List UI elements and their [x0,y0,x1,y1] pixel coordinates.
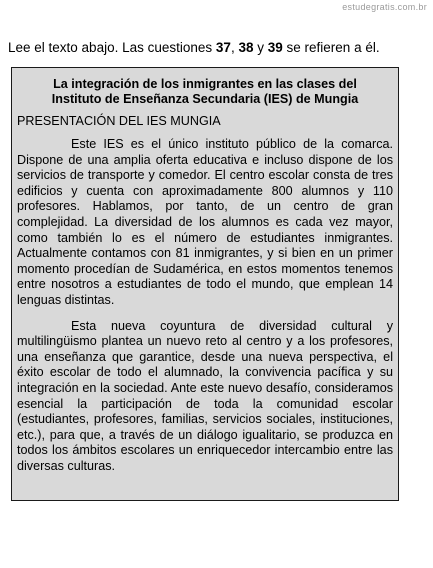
section-heading: PRESENTACIÓN DEL IES MUNGIA [17,114,221,128]
instruction-prefix: Lee el texto abajo. Las cuestiones [8,40,216,55]
question-instruction [8,40,380,56]
question-number-37: 37 [215,40,231,55]
article-title-line-2: Instituto de Enseñanza Secundaria (IES) de Mungia [51,92,359,106]
article-title [17,77,393,107]
article-paragraph-2: Esta nueva coyuntura de diversidad cultural y multilingüismo plantea un nuevo reto al centro y a los profesores, una enseñanza que garantice, desde una nueva perspectiva, el éxito escolar de todo el alumnado, la convivencia pacífica y su integración en la sociedad. Ante este nuevo desafío, consideramos esencial la participación de toda la comunidad escolar (estudiantes, profesores, familias, servicios sociales, instituciones, etc.), para que, a través de un diálogo igualitario, se produzca en todos los ámbitos escolares un enriquecedor intercambio entre las diversas culturas. [17,318,393,473]
article-paragraph-1: Este IES es el único instituto público de la comarca. Dispone de una amplia oferta educativa e incluso dispone de los servicios de transporte y comedor. El centro escolar consta de tres edificios y cuenta con aproximadamente 800 alumnos y 110 profesores. Hablamos, por tanto, de un centro de gran complejidad. La diversidad de los alumnos es cada vez mayor, como también lo es el número de estudiantes inmigrantes. Actualmente contamos con 81 inmigrantes, y si bien en un primer momento procedían de Sudamérica, en estos momentos tenemos entre nosotros a estudiantes de todo el mundo, que emplean 14 lenguas distintas. [17,137,393,307]
question-number-39: 39 [267,40,283,55]
article-title-line-1: La integración de los inmigrantes en las clases del [53,77,357,91]
instruction-suffix: se refieren a él. [282,40,380,55]
reading-text-box [11,67,399,501]
instruction-separator: , [230,40,239,55]
question-number-38: 38 [238,40,254,55]
instruction-separator: y [253,40,268,55]
site-watermark: estudegratis.com.br [342,2,427,12]
